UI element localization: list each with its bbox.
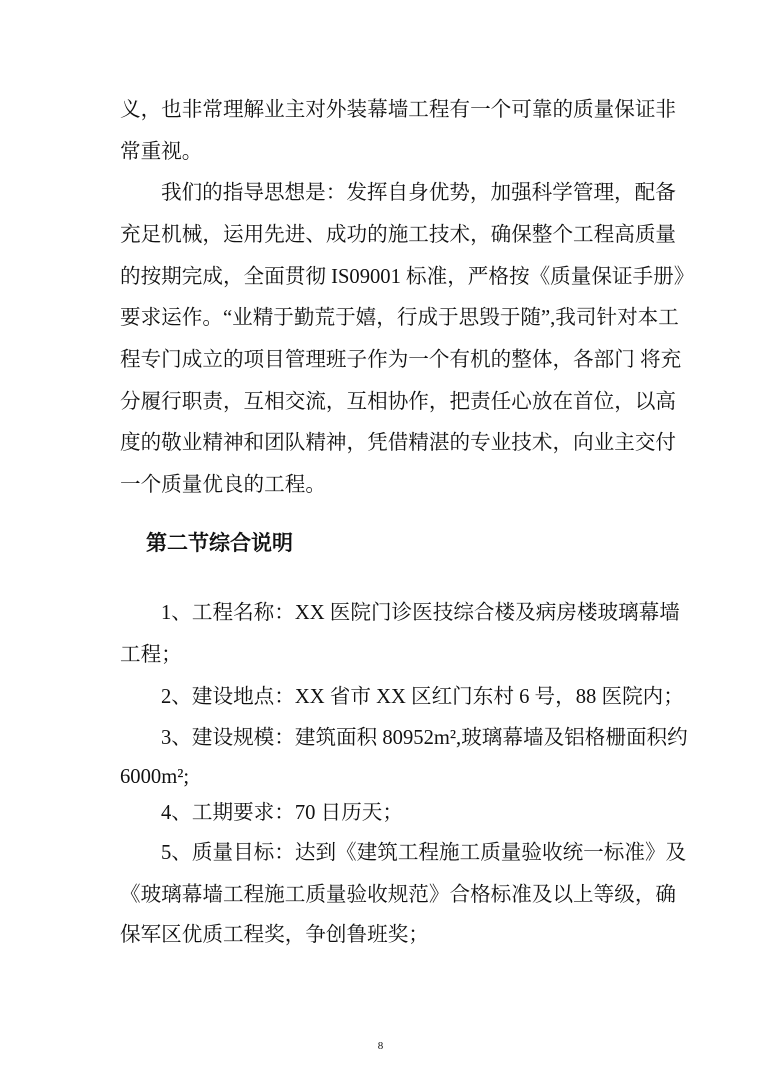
paragraph-line: 要求运作。“业精于勤荒于嬉，行成于思毁于随”,我司针对本工 [120,307,679,329]
item-line: 2、建设地点：XX 省市 XX 区红门东村 6 号，88 医院内； [161,686,684,708]
item-line: 4、工期要求：70 日历天； [161,802,403,824]
paragraph-line: 分履行职责，互相交流，互相协作，把责任心放在首位，以高 [120,391,677,413]
page-number: 8 [377,1040,384,1052]
item-line: 5、质量目标：达到《建筑工程施工质量验收统一标准》及 [161,842,687,864]
item-line: 工程； [120,644,182,666]
item-line: 6000m²; [120,766,190,788]
paragraph-line: 充足机械，运用先进、成功的施工技术，确保整个工程高质量 [120,224,677,246]
paragraph-line: 我们的指导思想是：发挥自身优势，加强科学管理，配备 [161,182,676,204]
paragraph-line: 义，也非常理解业主对外装幕墙工程有一个可靠的质量保证非 [120,99,677,121]
paragraph-line: 程专门成立的项目管理班子作为一个有机的整体，各部门 将充 [120,349,682,371]
item-line: 保军区优质工程奖，争创鲁班奖； [120,924,429,946]
item-line: 3、建设规模：建筑面积 80952m²,玻璃幕墙及铝格栅面积约 [161,727,688,749]
paragraph-line: 度的敬业精神和团队精神，凭借精湛的专业技术，向业主交付 [120,432,677,454]
item-line: 《玻璃幕墙工程施工质量验收规范》合格标准及以上等级，确 [120,884,677,906]
paragraph-line: 的按期完成，全面贯彻 IS09001 标准，严格按《质量保证手册》 [120,266,695,288]
paragraph-line: 常重视。 [120,141,203,163]
item-line: 1、工程名称：XX 医院门诊医技综合楼及病房楼玻璃幕墙 [161,602,680,624]
section-heading: 第二节综合说明 [146,531,293,555]
paragraph-line: 一个质量优良的工程。 [120,474,326,496]
